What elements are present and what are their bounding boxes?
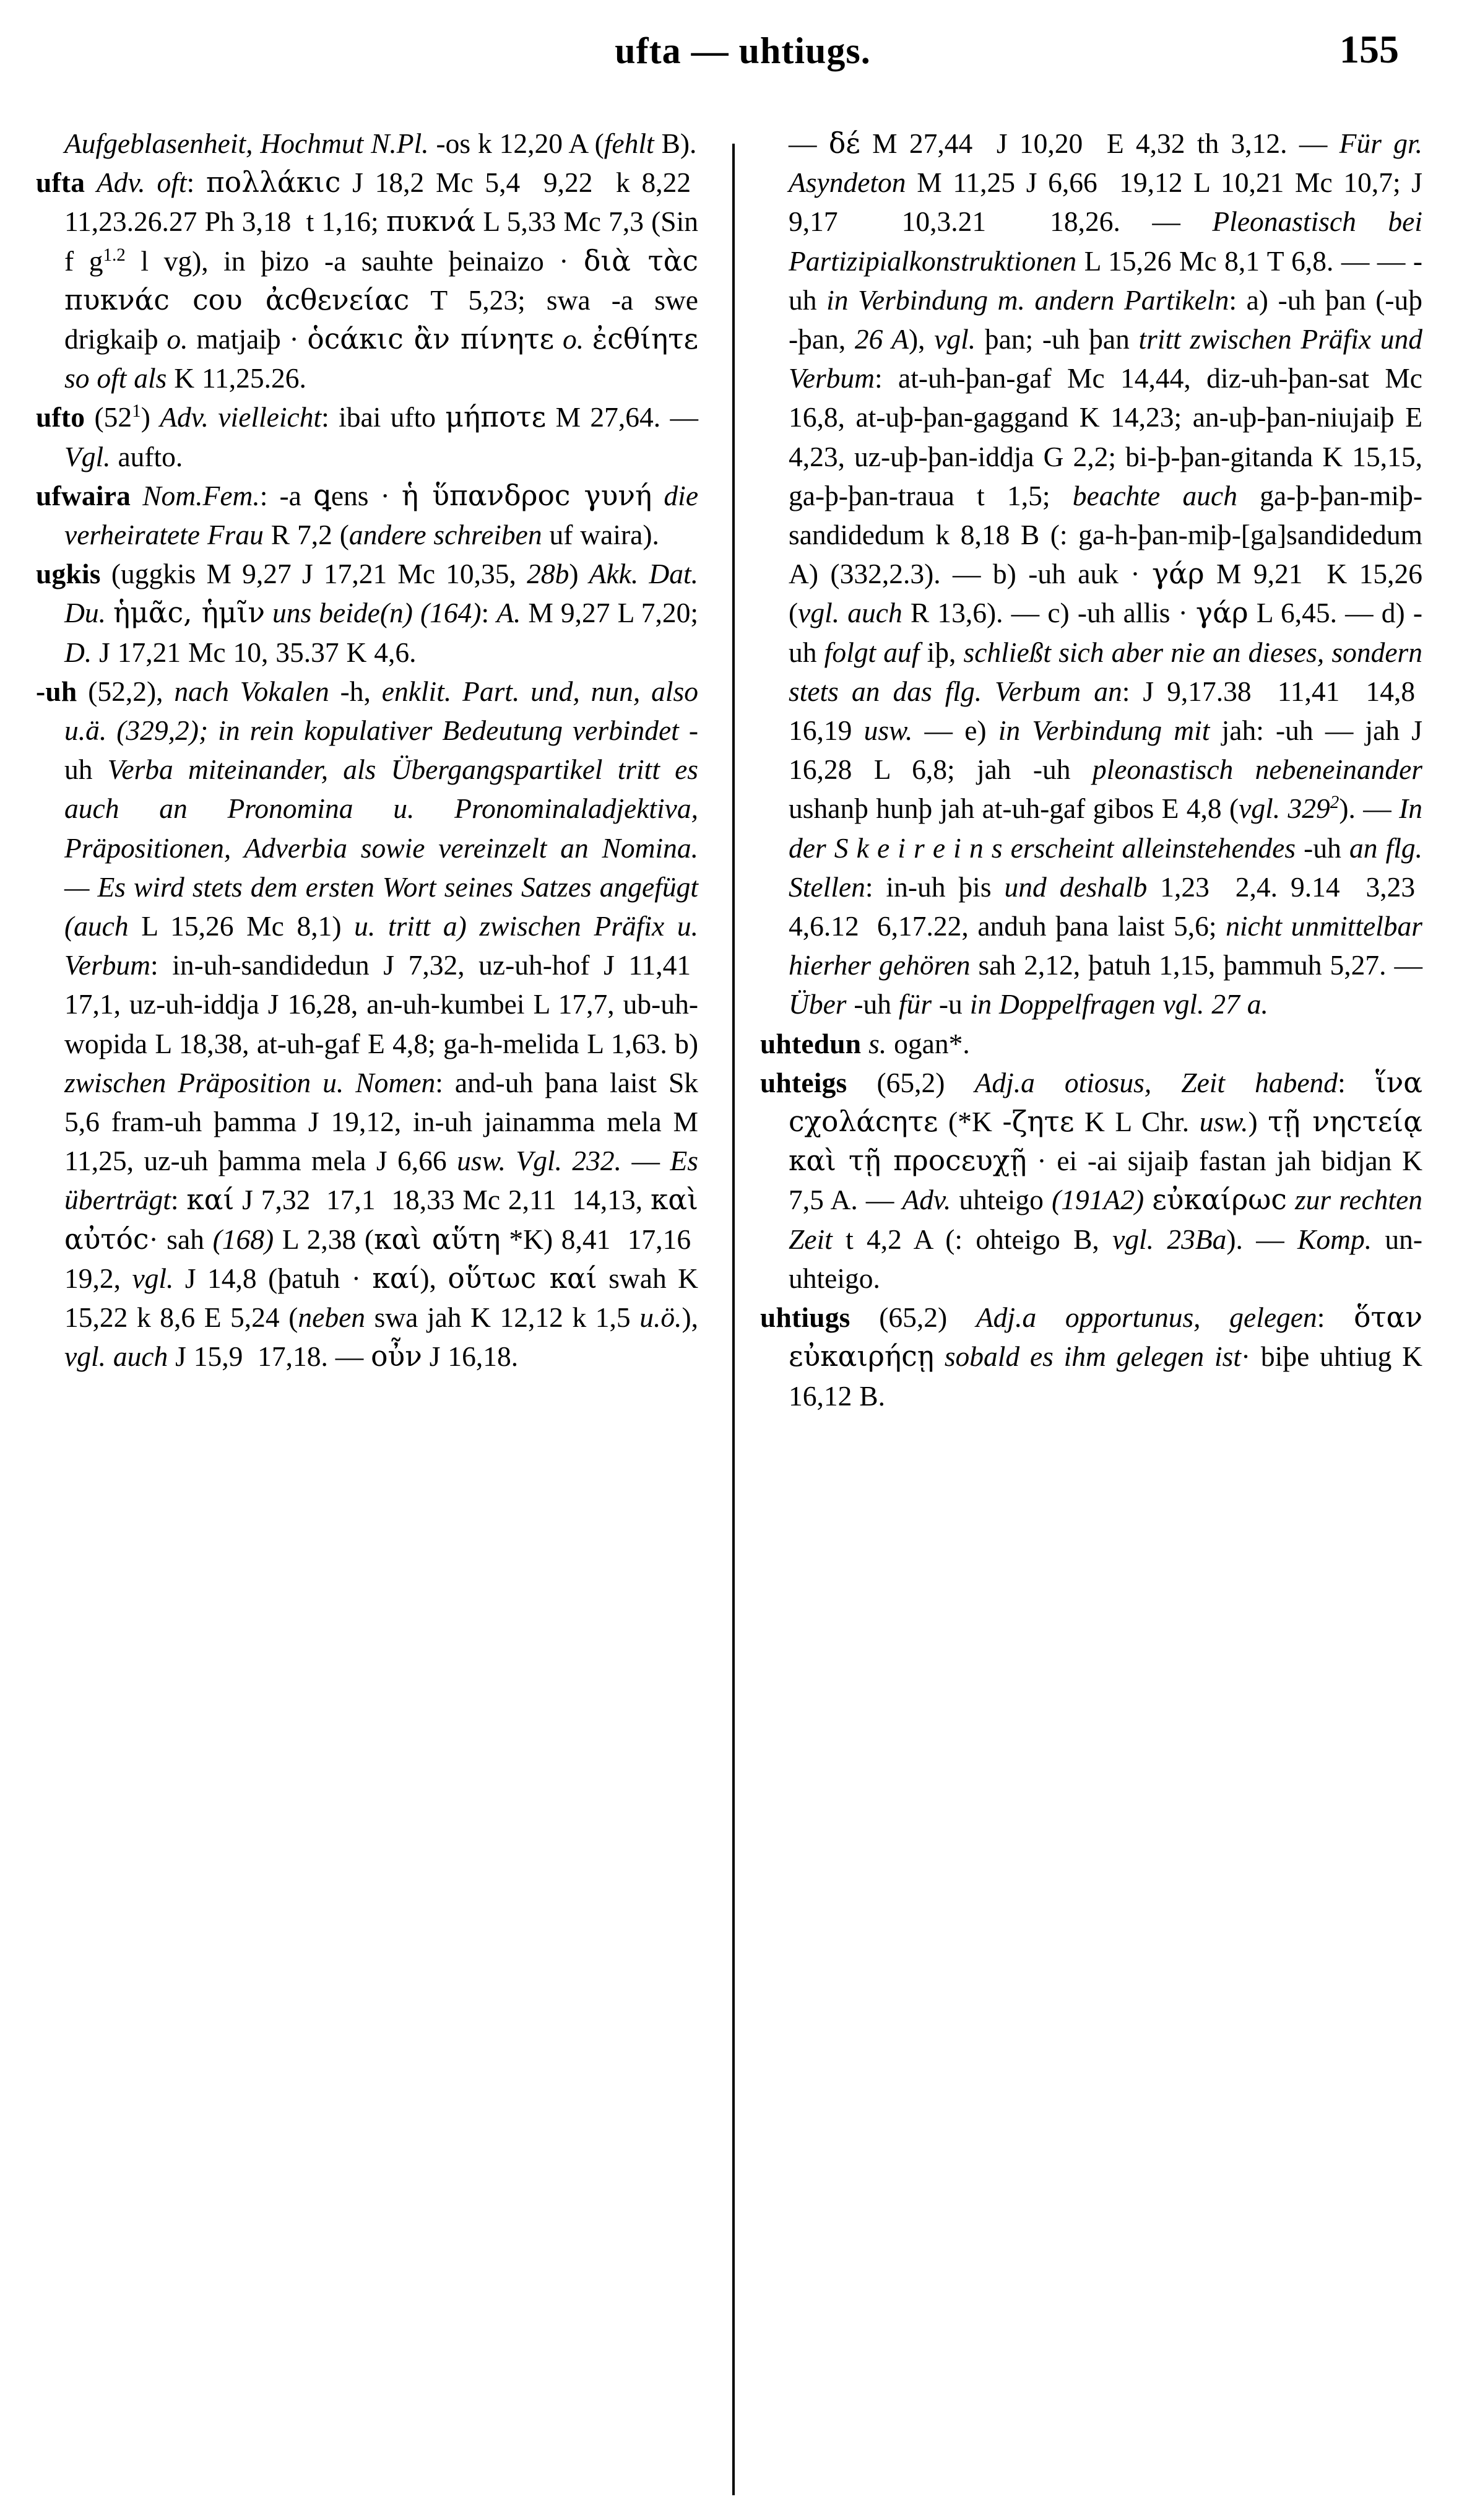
entry-body: Adv. oft: πολλάκιϲ J 18,2 Mc 5,4 9,22 k 8,22 11,23.26.27 Ph 3,18 t 1,16; πυκνά L 5,33 Mc 7,3 (Sin f $g^{1.2}$ l vg), in þizo -a sauhte þeinaizo · διὰ τὰϲ πυκνάϲ ϲου ἀϲθενείαϲ T 5,23; swa -a swe drigkaiþ o. matjaiþ · ὁϲάκιϲ ἂν πίνητε o. ἐϲθίητε so oft als K 11,25.26. (64, 166, 699, 394)
entry-body: (65,2) Adj.a otiosus, Zeit habend: ἵνα ϲχολάϲητε (*K -ζητε K L Chr. usw.) τῇ νηϲτείᾳ καὶ τῇ προϲευχῇ · ei -ai sijaiþ fastan jah bidjan K 7,5 A. — Adv. uhteigo (191A2) εὐκαίρωϲ zur rechten Zeit t 4,2 A (: ohteigo B, vgl. 23Ba). — Komp. un-uhteigo. (789, 1066, 1423, 1294)
right-column-entries (760, 124, 1422, 1415)
entry-headword: ufwaira (36, 479, 131, 511)
entry-body: $(52^1)$ Adv. vielleicht: ibai ufto μήποτε M 27,64. — Vgl. aufto. (64, 401, 698, 472)
body-columns (0, 124, 1467, 2508)
dictionary-entry (36, 124, 698, 163)
dictionary-entry (36, 398, 698, 476)
dictionary-entry (36, 672, 698, 1376)
entry-headword: -uh (36, 675, 77, 707)
entry-body: — δέ M 27,44 J 10,20 E 4,32 th 3,12. — Für gr. Asyndeton M 11,25 J 6,66 19,12 L 10,21 Mc 10,7; J 9,17 10,3.21 18,26. — Pleonastisch bei Partizipialkonstruktionen L 15,26 Mc 8,1 T 6,8. — — -uh in Verbindung m. andern Partikeln: a) -uh þan (-uþ -þan, 26 A), vgl. þan; -uh þan tritt zwischen Präfix und Verbum: at-uh-þan-gaf Mc 14,44, diz-uh-þan-sat Mc 16,8, at-uþ-þan-gaggand K 14,23; an-uþ-þan-niujaiþ E 4,23, uz-uþ-þan-iddja G 2,2; bi-þ-þan-gitanda K 15,15, ga-þ-þan-traua t 1,5; beachte auch ga-þ-þan-miþ-sandidedum k 8,18 B (: ga-h-þan-miþ-[ga]sandidedum A) (332,2.3). — b) -uh auk · γάρ M 9,21 K 15,26 (vgl. auch R 13,6). — c) -uh allis · γάρ L 6,45. — d) -uh folgt auf iþ, schließt sich aber nie an dieses, sondern stets an das flg. Verbum an: J 9,17.38 11,41 14,8 16,19 usw. — e) in Verbindung mit jah: -uh — jah J 16,28 L 6,8; jah -uh pleonastisch nebeneinander ushanþ hunþ jah at-uh-gaf gibos E 4,8 (vgl. $329^2$). — In der S k e i r e i n s erscheint alleinstehendes -uh an flg. Stellen: in-uh þis und deshalb 1,23 2,4. 9.14 3,23 4,6.12 6,17.22, anduh þana laist 5,6; nicht unmittelbar hierher gehören sah 2,12, þatuh 1,15, þammuh 5,27. — Über -uh für -u in Doppelfragen vgl. 27 a. (789, 127, 1423, 1020)
entry-headword: ufta (36, 167, 85, 199)
entry-body: (52,2), nach Vokalen -h, enklit. Part. und, nun, also u.ä. (329,2); in rein kopulativer Bedeutung verbindet -uh Verba miteinander, als Übergangspartikel tritt es auch an Pronomina u. Pronominaladjektiva, Präpositionen, Adverbia sowie vereinzelt an Nomina. — Es wird stets dem ersten Wort seines Satzes angefügt (auch L 15,26 Mc 8,1) u. tritt a) zwischen Präfix u. Verbum: in-uh-sandidedun J 7,32, uz-uh-hof J 11,41 17,1, uz-uh-iddja J 16,28, an-uh-kumbei L 17,7, ub-uh-wopida L 18,38, at-uh-gaf E 4,8; ga-h-melida L 1,63. b) zwischen Präposition u. Nomen: and-uh þana laist Sk 5,6 fram-uh þamma J 19,12, in-uh jainamma mela M 11,25, uz-uh þamma mela J 6,66 usw. Vgl. 232. — Es überträgt: καί J 7,32 17,1 18,33 Mc 2,11 14,13, καὶ αὐτόϲ· sah (168) L 2,38 (καὶ αὕτη *K) 8,41 17,16 19,2, vgl. J 14,8 (þatuh · καί), οὕτωϲ καί swah K 15,22 k 8,6 E 5,24 (neben swa jah K 12,12 k 1,5 u.ö.), vgl. auch J 15,9 17,18. — οὖν J 16,18. (64, 675, 699, 1373)
entry-headword: uhtedun (760, 1027, 862, 1059)
entry-headword: ufto (36, 401, 85, 433)
dictionary-entry (36, 554, 698, 672)
entry-headword: uhtiugs (760, 1301, 850, 1334)
entry-body: (65,2) Adj.a opportunus, gelegen: ὅταν εὐκαιρήϲῃ sobald es ihm gelegen ist· biþe uhtiug K 16,12 B. (789, 1301, 1423, 1412)
dictionary-entry (760, 1024, 1422, 1063)
dictionary-entry (760, 1298, 1422, 1415)
column-right (760, 124, 1422, 1415)
entry-body: (uggkis M 9,27 J 17,21 Mc 10,35, 28b) Akk. Dat. Du. ἡμᾶϲ, ἡμῖν uns beide(n) (164): A. M 9,27 L 7,20; D. J 17,21 Mc 10, 35.37 K 4,6. (64, 558, 699, 668)
dictionary-entry (36, 163, 698, 398)
entry-headword: uhteigs (760, 1066, 847, 1098)
dictionary-entry (760, 1063, 1422, 1298)
column-left (36, 124, 698, 1376)
dictionary-entry (760, 124, 1422, 1024)
entry-body: Aufgeblasenheit, Hochmut N.Pl. -os k 12,20 A (fehlt B). (64, 128, 697, 159)
dictionary-entry (36, 476, 698, 554)
entry-body: Nom.Fem.: -a ꝗens · ἡ ὕπανδροϲ γυνή die verheiratete Frau R 7,2 (andere schreiben uf waira). (64, 479, 699, 551)
running-head (87, 27, 1399, 88)
page-number: 155 (1339, 27, 1399, 71)
entry-headword: ugkis (36, 558, 101, 590)
left-column-entries (36, 124, 698, 1376)
running-head-title: ufta — uhtiugs. (615, 30, 871, 71)
entry-body: s. ogan*. (868, 1027, 970, 1059)
